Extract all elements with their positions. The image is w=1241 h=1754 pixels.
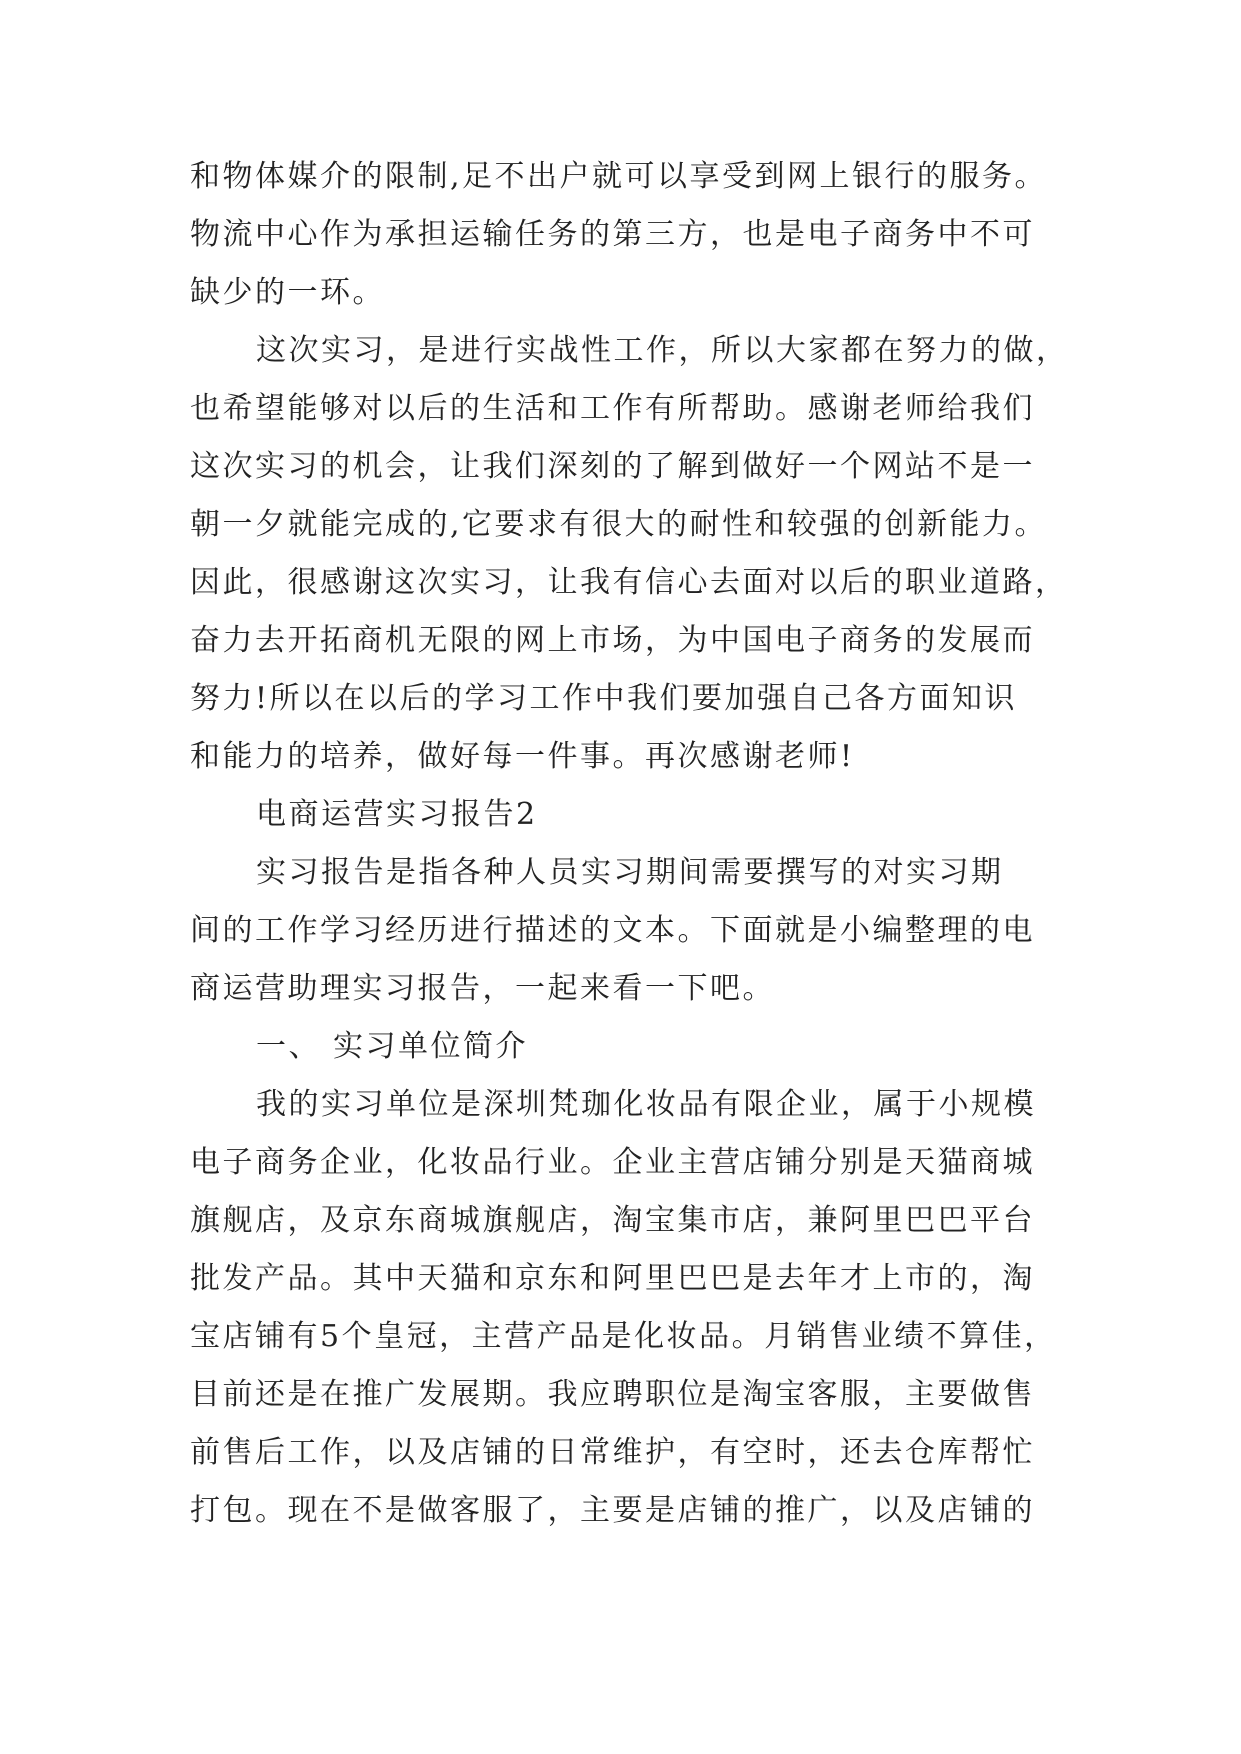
text-line: 商运营助理实习报告，一起来看一下吧。 bbox=[190, 971, 775, 1006]
text-line: 间的工作学习经历进行描述的文本。下面就是小编整理的电 bbox=[190, 913, 1035, 948]
text-line: 也希望能够对以后的生活和工作有所帮助。感谢老师给我们 bbox=[190, 391, 1035, 426]
paragraph-start: 这次实习，是进行实战性工作，所以大家都在努力的做， bbox=[256, 333, 1069, 368]
text-line: 奋力去开拓商机无限的网上市场，为中国电子商务的发展而 bbox=[190, 623, 1035, 658]
subsection-heading: 一、 实习单位简介 bbox=[256, 1029, 529, 1064]
text-line: 目前还是在推广发展期。我应聘职位是淘宝客服，主要做售 bbox=[190, 1377, 1035, 1412]
text-line: 因此，很感谢这次实习，让我有信心去面对以后的职业道路， bbox=[190, 565, 1068, 600]
text-line: 电子商务企业，化妆品行业。企业主营店铺分别是天猫商城 bbox=[190, 1145, 1035, 1180]
text-line: 和物体媒介的限制,足不出户就可以享受到网上银行的服务。 bbox=[190, 159, 1048, 194]
text-line: 宝店铺有5个皇冠，主营产品是化妆品。月销售业绩不算佳， bbox=[190, 1319, 1057, 1354]
text-line: 和能力的培养，做好每一件事。再次感谢老师! bbox=[190, 739, 855, 774]
text-line: 批发产品。其中天猫和京东和阿里巴巴是去年才上市的，淘 bbox=[190, 1261, 1035, 1296]
paragraph-start: 实习报告是指各种人员实习期间需要撰写的对实习期 bbox=[256, 855, 1004, 890]
text-line: 努力!所以在以后的学习工作中我们要加强自己各方面知识 bbox=[190, 681, 1018, 716]
text-line: 打包。现在不是做客服了，主要是店铺的推广，以及店铺的 bbox=[190, 1493, 1035, 1528]
text-line: 缺少的一环。 bbox=[190, 275, 385, 310]
text-line: 前售后工作，以及店铺的日常维护，有空时，还去仓库帮忙 bbox=[190, 1435, 1035, 1470]
text-line: 物流中心作为承担运输任务的第三方，也是电子商务中不可 bbox=[190, 217, 1035, 252]
paragraph-start: 我的实习单位是深圳梵珈化妆品有限企业，属于小规模 bbox=[256, 1087, 1036, 1122]
text-line: 这次实习的机会，让我们深刻的了解到做好一个网站不是一 bbox=[190, 449, 1035, 484]
text-line: 旗舰店，及京东商城旗舰店，淘宝集市店，兼阿里巴巴平台 bbox=[190, 1203, 1035, 1238]
section-heading: 电商运营实习报告2 bbox=[256, 797, 538, 832]
text-line: 朝一夕就能完成的,它要求有很大的耐性和较强的创新能力。 bbox=[190, 507, 1048, 542]
